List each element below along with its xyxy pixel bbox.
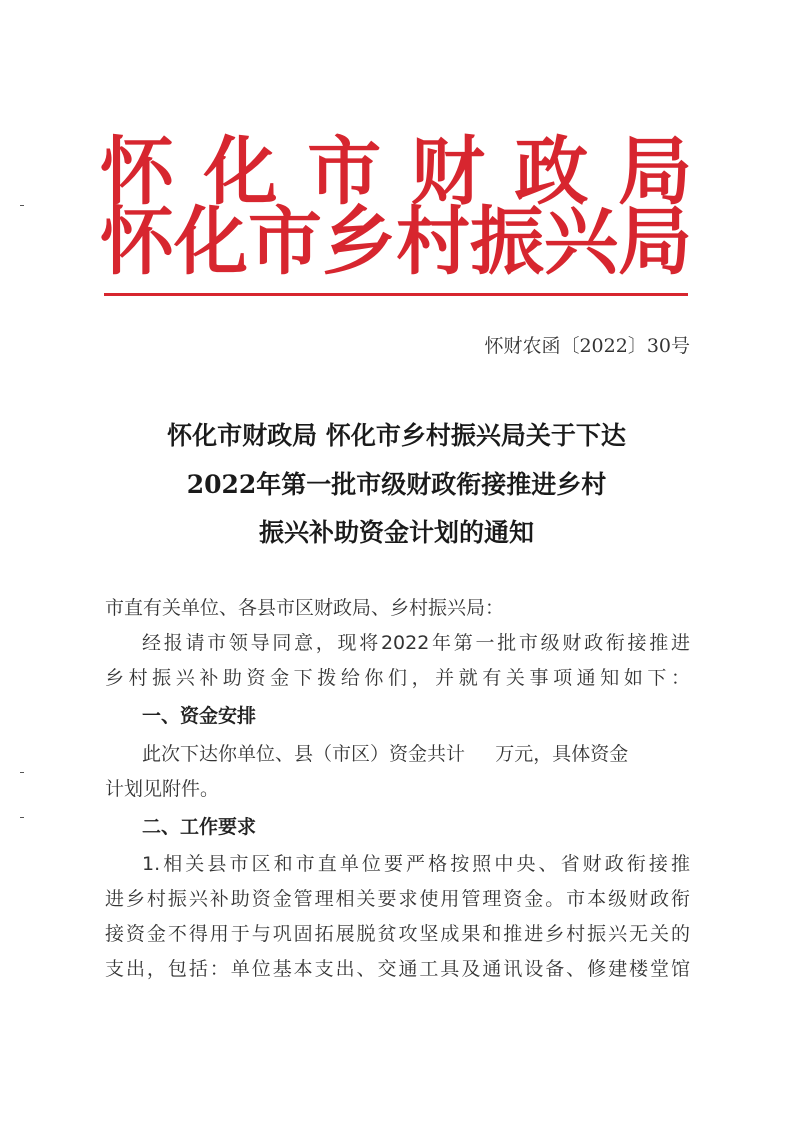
scan-margin-mark [20,817,24,818]
body-paragraph-line: 此次下达你单位、县（市区）资金共计 万元，具体资金 [142,743,629,765]
body-paragraph-line: 计划见附件。 [105,778,220,800]
document-title-line-3: 振兴补助资金计划的通知 [258,518,534,547]
issuer-header-finance-bureau: 怀化市财政局 [100,129,692,215]
document-number: 怀财农函〔2022〕30号 [484,335,690,357]
scan-margin-mark [20,772,24,773]
section-heading-funding: 一、资金安排 [142,705,257,727]
red-divider-rule [104,293,688,296]
scan-margin-mark [20,205,24,206]
issuer-header-rural-revitalization-bureau: 怀化市乡村振兴局 [100,199,692,285]
body-paragraph-line: 支出，包括：单位基本支出、交通工具及通讯设备、修建楼堂馆 [105,958,690,980]
body-paragraph-line: 经报请市领导同意，现将2022年第一批市级财政衔接推进 [142,632,690,654]
body-paragraph-line: 乡村振兴补助资金下拨给你们，并就有关事项通知如下： [105,667,690,689]
body-paragraph-line: 接资金不得用于与巩固拓展脱贫攻坚成果和推进乡村振兴无关的 [105,923,690,945]
body-paragraph-line: 进乡村振兴补助资金管理相关要求使用管理资金。市本级财政衔 [105,888,690,910]
document-title-line-2: 2022年第一批市级财政衔接推进乡村 [186,470,607,499]
section-heading-requirements: 二、工作要求 [142,816,257,838]
document-title-line-1: 怀化市财政局 怀化市乡村振兴局关于下达 [167,421,626,450]
addressee-line: 市直有关单位、各县市区财政局、乡村振兴局： [105,597,505,619]
body-paragraph-line: 1.相关县市区和市直单位要严格按照中央、省财政衔接推 [142,853,690,875]
